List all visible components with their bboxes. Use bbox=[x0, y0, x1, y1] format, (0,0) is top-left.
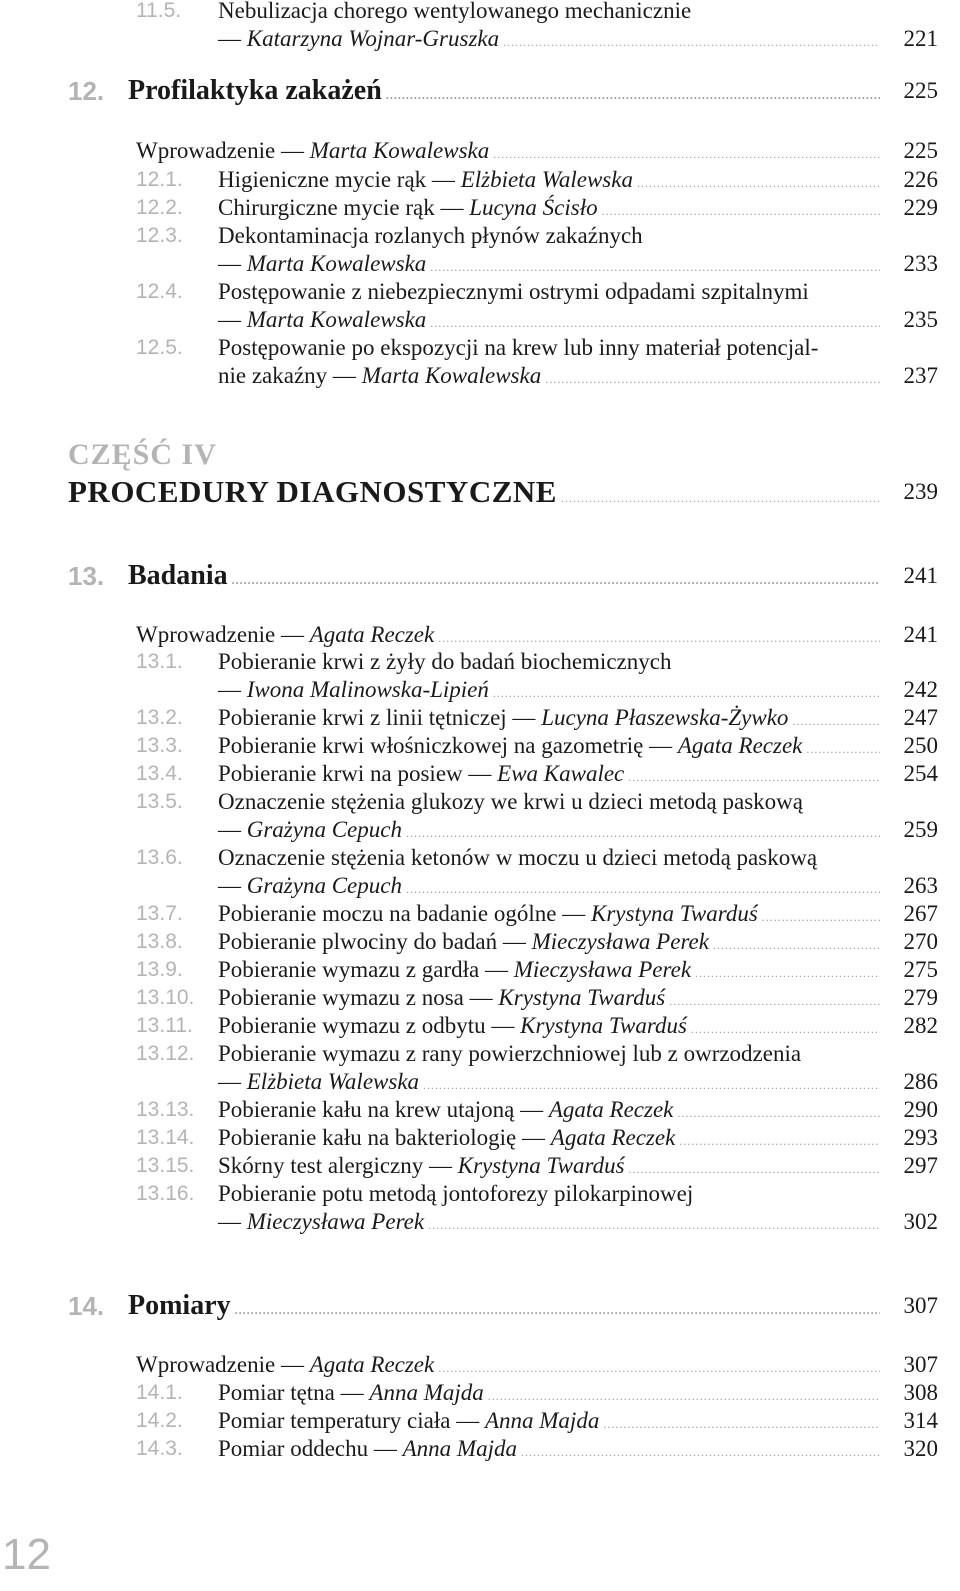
entry-title: Pobieranie krwi włośniczkowej na gazometrię — bbox=[218, 733, 678, 758]
entry-author: Marta Kowalewska bbox=[361, 363, 542, 388]
entry-author: Mieczysława Perek bbox=[531, 929, 709, 954]
entry-author: Anna Majda bbox=[484, 1408, 600, 1433]
entry-title: Wprowadzenie — bbox=[136, 138, 310, 163]
entry-title: — bbox=[218, 873, 247, 898]
entry-number: 12.3. bbox=[136, 224, 183, 247]
dot-leader bbox=[428, 1210, 880, 1240]
dot-leader bbox=[386, 80, 880, 110]
page-folio-number: 12 bbox=[2, 1530, 51, 1579]
entry-number: 12.5. bbox=[136, 336, 183, 359]
entry-number: 13.7. bbox=[136, 902, 183, 925]
entry-number: 13.9. bbox=[136, 958, 183, 981]
entry-title: Skórny test alergiczny — bbox=[218, 1153, 458, 1178]
toc-entry-13-2 bbox=[0, 703, 960, 733]
entry-title: nie zakaźny — bbox=[218, 363, 362, 388]
toc-entry-14-2 bbox=[0, 1406, 960, 1436]
page-number: 270 bbox=[903, 929, 938, 954]
entry-author: Marta Kowalewska bbox=[246, 307, 427, 332]
page-number: 226 bbox=[903, 167, 938, 192]
page-number: 297 bbox=[903, 1153, 938, 1178]
page-number: 241 bbox=[903, 622, 938, 647]
toc-entry-12-3 bbox=[0, 221, 960, 251]
toc-entry-13-3 bbox=[0, 731, 960, 761]
entry-title: Pomiar temperatury ciała — bbox=[218, 1408, 485, 1433]
entry-author: Elżbieta Walewska bbox=[460, 167, 633, 192]
entry-title: Pobieranie potu metodą jontoforezy pilokarpinowej bbox=[218, 1181, 694, 1206]
entry-title: Pobieranie wymazu z nosa — bbox=[218, 985, 499, 1010]
entry-number: 13.4. bbox=[136, 762, 183, 785]
entry-author: Lucyna Płaszewska-Żywko bbox=[541, 705, 789, 730]
page-number: 239 bbox=[903, 479, 938, 504]
entry-author: Agata Reczek bbox=[309, 1352, 435, 1377]
page-number: 241 bbox=[903, 563, 938, 588]
toc-entry-13-5 bbox=[0, 787, 960, 817]
page-number: 221 bbox=[903, 26, 938, 51]
entry-number: 13.15. bbox=[136, 1154, 195, 1177]
entry-author: Marta Kowalewska bbox=[246, 251, 427, 276]
toc-entry-13-8 bbox=[0, 927, 960, 957]
entry-title: Pobieranie krwi z żyły do badań biochemicznych bbox=[218, 649, 672, 674]
toc-entry-13-16-author bbox=[0, 1207, 960, 1237]
entry-number: 14.3. bbox=[136, 1437, 183, 1460]
toc-entry-12-5-author bbox=[0, 361, 960, 391]
entry-number: 14.2. bbox=[136, 1409, 183, 1432]
page-number: 250 bbox=[903, 733, 938, 758]
entry-author: Elżbieta Walewska bbox=[246, 1069, 420, 1094]
dot-leader bbox=[235, 1295, 880, 1325]
entry-title: Pobieranie krwi na posiew — bbox=[218, 761, 498, 786]
entry-number: 13.12. bbox=[136, 1042, 195, 1065]
entry-author: Iwona Malinowska-Lipień bbox=[246, 677, 489, 702]
toc-entry-12-1 bbox=[0, 165, 960, 195]
page-number: 237 bbox=[903, 363, 938, 388]
page-number: 254 bbox=[903, 761, 938, 786]
toc-entry-13-10 bbox=[0, 983, 960, 1013]
chapter-title: Profilaktyka zakażeń bbox=[128, 75, 382, 106]
page-number: 286 bbox=[903, 1069, 938, 1094]
entry-number: 13.8. bbox=[136, 930, 183, 953]
page-number: 307 bbox=[903, 1352, 938, 1377]
toc-part-iv bbox=[0, 474, 960, 510]
entry-author: Agata Reczek bbox=[550, 1125, 676, 1150]
page-number: 279 bbox=[903, 985, 938, 1010]
toc-entry-12-4-author bbox=[0, 305, 960, 335]
toc-entry-12-3-author bbox=[0, 249, 960, 279]
entry-number: 13.10. bbox=[136, 986, 195, 1009]
toc-entry-14-intro bbox=[0, 1350, 960, 1380]
toc-entry-12-intro bbox=[0, 136, 960, 166]
entry-number: 13.14. bbox=[136, 1126, 195, 1149]
entry-title: — bbox=[218, 817, 247, 842]
toc-entry-12-2 bbox=[0, 193, 960, 223]
chapter-number: 13. bbox=[68, 561, 105, 591]
entry-author: Agata Reczek bbox=[677, 733, 803, 758]
toc-entry-13-6 bbox=[0, 843, 960, 873]
entry-title: Pobieranie wymazu z odbytu — bbox=[218, 1013, 521, 1038]
part-title: PROCEDURY DIAGNOSTYCZNE bbox=[68, 474, 557, 509]
entry-title: Postępowanie po ekspozycji na krew lub inny materiał potencjal- bbox=[218, 335, 819, 360]
entry-title: Pobieranie plwociny do badań — bbox=[218, 929, 532, 954]
dot-leader bbox=[545, 364, 880, 394]
entry-title: — bbox=[218, 307, 247, 332]
page-number: 275 bbox=[903, 957, 938, 982]
entry-author: Grażyna Cepuch bbox=[246, 873, 402, 898]
entry-author: Grażyna Cepuch bbox=[246, 817, 402, 842]
toc-entry-13-1-author bbox=[0, 675, 960, 705]
toc-entry-12-5 bbox=[0, 333, 960, 363]
entry-number: 13.5. bbox=[136, 790, 183, 813]
entry-author: Anna Majda bbox=[402, 1436, 517, 1461]
page-number: 293 bbox=[903, 1125, 938, 1150]
entry-title: Pobieranie krwi z linii tętniczej — bbox=[218, 705, 542, 730]
page-number: 308 bbox=[903, 1380, 938, 1405]
entry-author: Krystyna Twarduś bbox=[457, 1153, 625, 1178]
entry-author: Agata Reczek bbox=[309, 622, 435, 647]
entry-title: Pobieranie wymazu z gardła — bbox=[218, 957, 514, 982]
toc-entry-14-3 bbox=[0, 1434, 960, 1464]
toc-entry-13-16 bbox=[0, 1179, 960, 1209]
page-number: 307 bbox=[903, 1293, 938, 1318]
toc-entry-13-1 bbox=[0, 647, 960, 677]
entry-author: Lucyna Ścisło bbox=[469, 195, 598, 220]
page-number: 282 bbox=[903, 1013, 938, 1038]
entry-author: Mieczysława Perek bbox=[513, 957, 692, 982]
page-number: 314 bbox=[903, 1408, 938, 1433]
entry-number: 13.11. bbox=[136, 1014, 193, 1037]
entry-number: 12.1. bbox=[136, 168, 183, 191]
entry-author: Agata Reczek bbox=[548, 1097, 674, 1122]
entry-title: — bbox=[218, 1069, 247, 1094]
page-number: 267 bbox=[903, 901, 938, 926]
entry-title: Wprowadzenie — bbox=[136, 622, 310, 647]
page-number: 229 bbox=[903, 195, 938, 220]
chapter-title: Pomiary bbox=[128, 1290, 231, 1321]
entry-number: 13.2. bbox=[136, 706, 183, 729]
toc-entry-13-7 bbox=[0, 899, 960, 929]
entry-title: — bbox=[218, 1209, 247, 1234]
entry-author: Krystyna Twarduś bbox=[520, 1013, 687, 1038]
chapter-title: Badania bbox=[128, 560, 228, 591]
page-number: 225 bbox=[903, 78, 938, 103]
entry-number: 13.1. bbox=[136, 650, 183, 673]
toc-chapter-13 bbox=[0, 561, 960, 591]
page-number: 242 bbox=[903, 677, 938, 702]
toc-entry-13-14 bbox=[0, 1123, 960, 1153]
page-number: 235 bbox=[903, 307, 938, 332]
toc-entry-13-12-author bbox=[0, 1067, 960, 1097]
toc-chapter-14 bbox=[0, 1291, 960, 1321]
entry-title: Chirurgiczne mycie rąk — bbox=[218, 195, 470, 220]
part-heading bbox=[0, 440, 960, 476]
entry-author: Mieczysława Perek bbox=[246, 1209, 425, 1234]
page-number: 225 bbox=[903, 138, 938, 163]
entry-author: Katarzyna Wojnar-Gruszka bbox=[246, 26, 500, 51]
toc-entry-13-12 bbox=[0, 1039, 960, 1069]
entry-title: — bbox=[218, 251, 247, 276]
chapter-number: 12. bbox=[68, 76, 105, 106]
toc-entry-11-5-author bbox=[0, 24, 960, 54]
toc-entry-13-15 bbox=[0, 1151, 960, 1181]
entry-title: — bbox=[218, 677, 247, 702]
entry-title: Pomiar oddechu — bbox=[218, 1436, 403, 1461]
entry-title: Pobieranie kału na bakteriologię — bbox=[218, 1125, 551, 1150]
page-number: 259 bbox=[903, 817, 938, 842]
entry-title: Higieniczne mycie rąk — bbox=[218, 167, 461, 192]
toc-entry-13-13 bbox=[0, 1095, 960, 1125]
toc-entry-12-4 bbox=[0, 277, 960, 307]
entry-title: Oznaczenie stężenia ketonów w moczu u dzieci metodą paskową bbox=[218, 845, 818, 870]
entry-title: Pobieranie moczu na badanie ogólne — bbox=[218, 901, 591, 926]
page-number: 233 bbox=[903, 251, 938, 276]
entry-number: 12.4. bbox=[136, 280, 183, 303]
part-label: CZĘŚĆ IV bbox=[68, 438, 217, 471]
toc-entry-14-1 bbox=[0, 1378, 960, 1408]
entry-number: 13.3. bbox=[136, 734, 183, 757]
entry-author: Anna Majda bbox=[369, 1380, 484, 1405]
entry-number: 13.13. bbox=[136, 1098, 195, 1121]
dot-leader bbox=[521, 1437, 880, 1467]
page-number: 302 bbox=[903, 1209, 938, 1234]
dot-leader bbox=[232, 565, 880, 595]
entry-title: Pobieranie kału na krew utajoną — bbox=[218, 1097, 549, 1122]
toc-entry-13-4 bbox=[0, 759, 960, 789]
entry-author: Marta Kowalewska bbox=[309, 138, 490, 163]
page-number: 263 bbox=[903, 873, 938, 898]
entry-title: Dekontaminacja rozlanych płynów zakaźnych bbox=[218, 223, 643, 248]
entry-title: Nebulizacja chorego wentylowanego mechanicznie bbox=[218, 0, 692, 23]
dot-leader bbox=[503, 27, 880, 57]
entry-title: — bbox=[218, 26, 247, 51]
toc-entry-13-5-author bbox=[0, 815, 960, 845]
entry-number: 11.5. bbox=[136, 0, 182, 22]
toc-entry-13-11 bbox=[0, 1011, 960, 1041]
page-number: 247 bbox=[903, 705, 938, 730]
entry-title: Wprowadzenie — bbox=[136, 1352, 310, 1377]
entry-title: Pobieranie wymazu z rany powierzchniowej lub z owrzodzenia bbox=[218, 1041, 802, 1066]
entry-title: Postępowanie z niebezpiecznymi ostrymi odpadami szpitalnymi bbox=[218, 279, 809, 304]
entry-author: Ewa Kawalec bbox=[497, 761, 625, 786]
page-number: 320 bbox=[903, 1436, 938, 1461]
toc-entry-13-6-author bbox=[0, 871, 960, 901]
entry-title: Oznaczenie stężenia glukozy we krwi u dzieci metodą paskową bbox=[218, 789, 803, 814]
entry-number: 14.1. bbox=[136, 1381, 183, 1404]
dot-leader bbox=[561, 480, 880, 516]
toc-chapter-12 bbox=[0, 76, 960, 106]
entry-number: 13.16. bbox=[136, 1182, 195, 1205]
entry-number: 13.6. bbox=[136, 846, 183, 869]
page-number: 290 bbox=[903, 1097, 938, 1122]
chapter-number: 14. bbox=[68, 1291, 105, 1321]
toc-entry-13-9 bbox=[0, 955, 960, 985]
entry-author: Krystyna Twarduś bbox=[498, 985, 666, 1010]
entry-number: 12.2. bbox=[136, 196, 183, 219]
entry-author: Krystyna Twarduś bbox=[591, 901, 758, 926]
toc-entry-13-intro bbox=[0, 620, 960, 650]
entry-title: Pomiar tętna — bbox=[218, 1380, 370, 1405]
toc-entry-11-5 bbox=[0, 0, 960, 26]
